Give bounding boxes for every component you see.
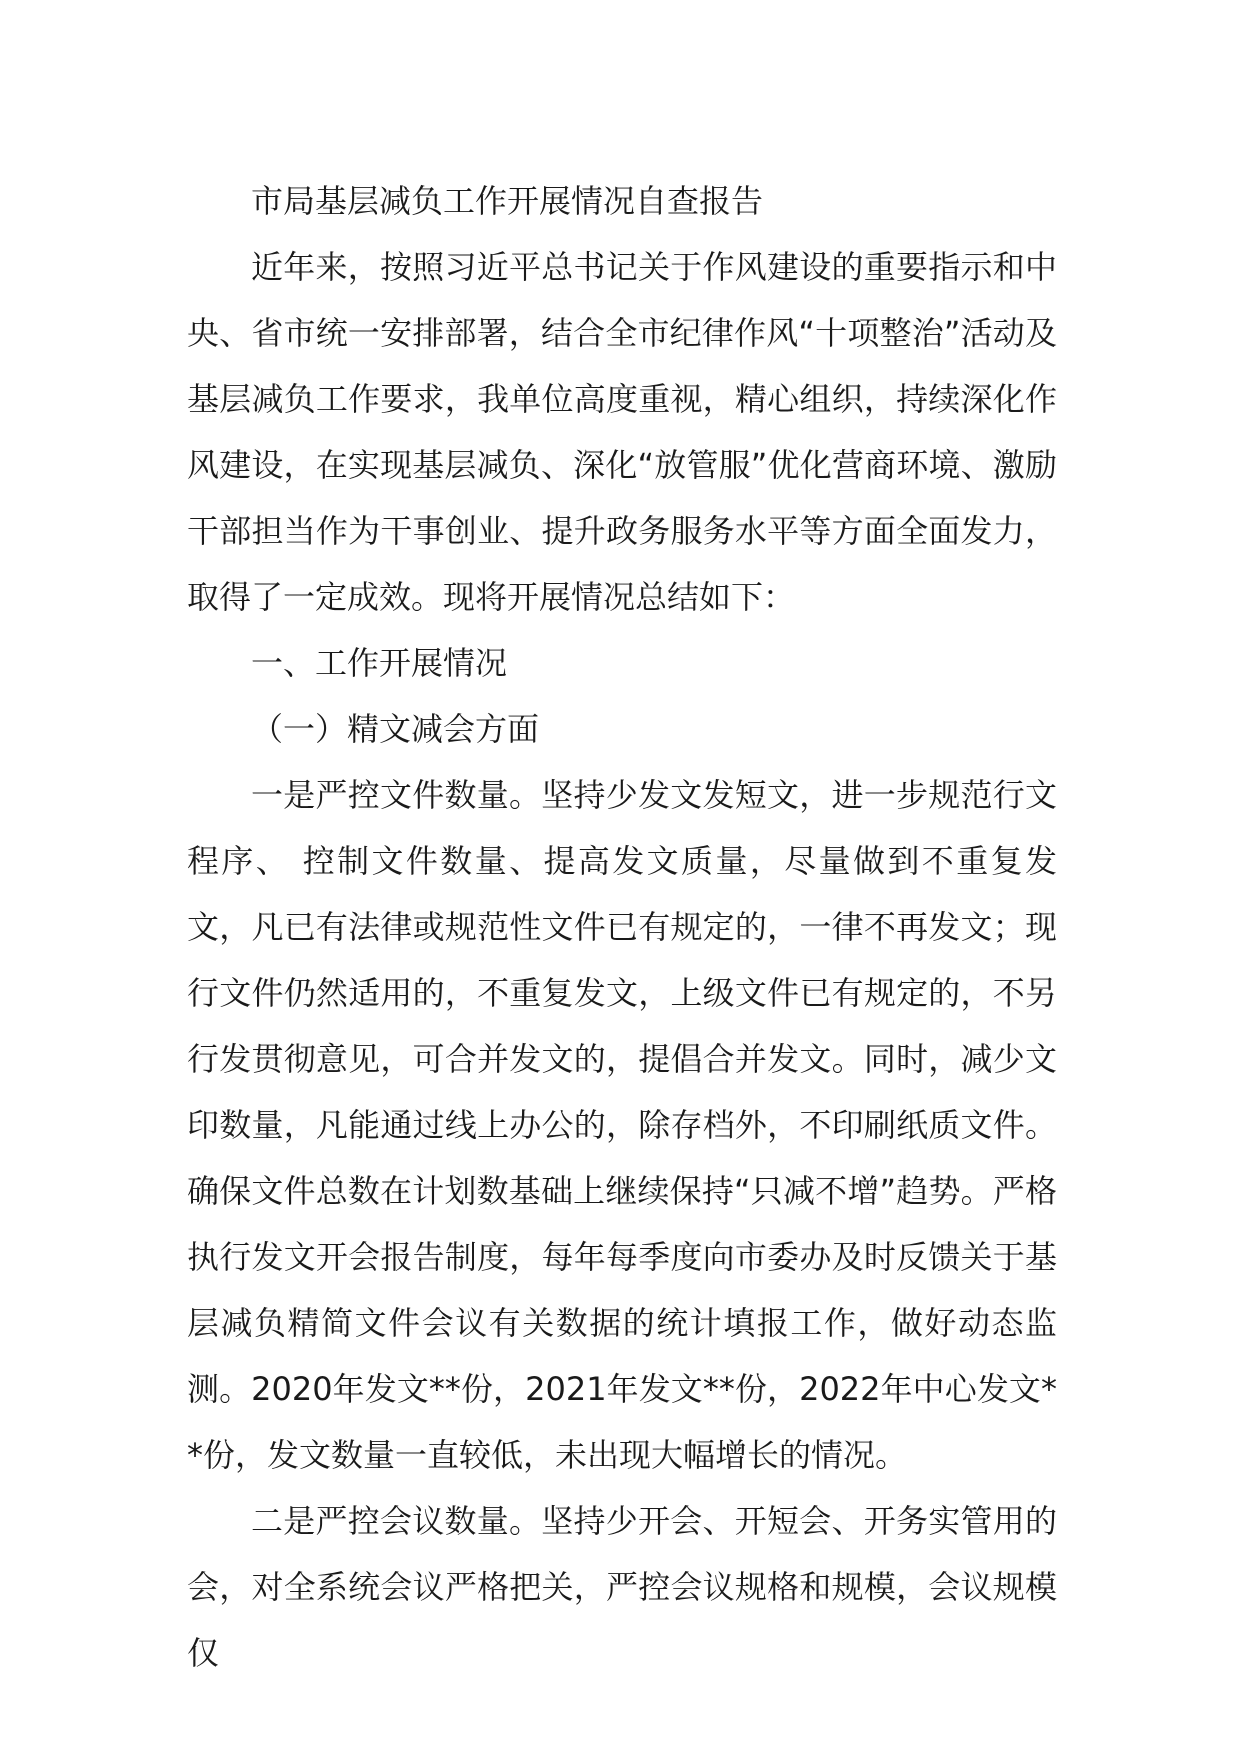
paragraph-file-control: 一是严控文件数量。坚持少发文发短文，进一步规范行文程序、 控制文件数量、提高发文质量，尽量做到不重复发文，凡已有法律或规范性文件已有规定的，一律不再发文；现行文件仍然适用的，不重复发文，上级文件已有规定的，不另行发贯彻意见，可合并发文的，提倡合并发文。同时，减少文印数量，凡能通过线上办公的，除存档外，不印刷纸质文件。确保文件总数在计划数基础上继续保持“只减不增”趋势。严格执行发文开会报告制度，每年每季度向市委办及时反馈关于基层减负精简文件会议有关数据的统计填报工作，做好动态监测。2020年发文**份，2021年发文**份，2022年中心发文**份，发文数量一直较低，未出现大幅增长的情况。 [187, 776, 1057, 1474]
paragraph-meeting-control: 二是严控会议数量。坚持少开会、开短会、开务实管用的会，对全系统会议严格把关，严控会议规格和规模，会议规模仅 [187, 1502, 1057, 1672]
document-title: 市局基层减负工作开展情况自查报告 [251, 182, 764, 220]
document-body [187, 168, 1057, 1686]
paragraph-intro: 近年来，按照习近平总书记关于作风建设的重要指示和中央、省市统一安排部署，结合全市纪律作风“十项整治”活动及基层减负工作要求，我单位高度重视，精心组织，持续深化作风建设，在实现基层减负、深化“放管服”优化营商环境、激励干部担当作为干事创业、提升政务服务水平等方面全面发力，取得了一定成效。现将开展情况总结如下： [187, 248, 1057, 616]
subsection-heading-1: （一）精文减会方面 [251, 710, 540, 748]
section-heading-1: 一、工作开展情况 [251, 644, 508, 682]
